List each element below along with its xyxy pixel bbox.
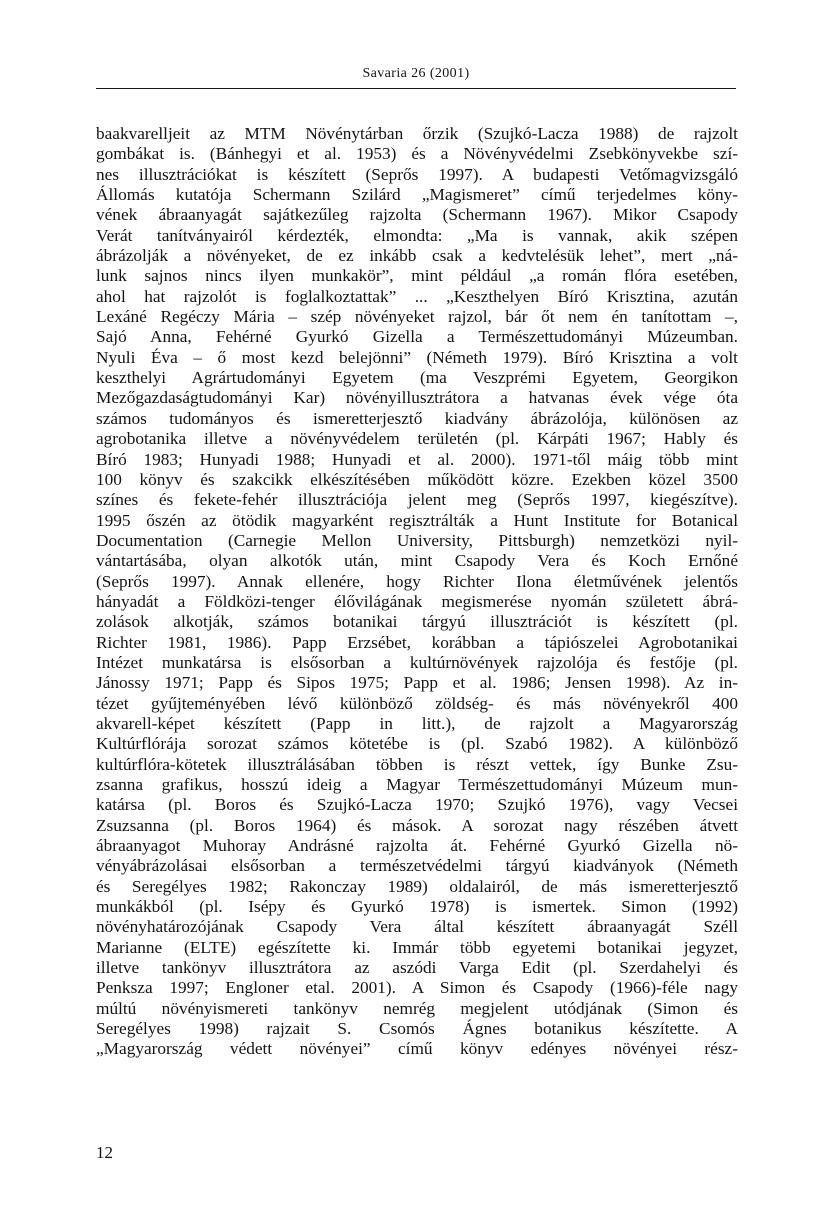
text-line: Intézet munkatársa is elsősorban a kultúrnövények rajzolója és festője (pl. bbox=[96, 652, 738, 672]
text-line: Bíró 1983; Hunyadi 1988; Hunyadi et al. 2000). 1971-től máig több mint bbox=[96, 449, 738, 469]
text-line: Verát tanítványairól kérdezték, elmondta: „Ma is vannak, akik szépen bbox=[96, 225, 738, 245]
text-line: keszthelyi Agrártudományi Egyetem (ma Veszprémi Egyetem, Georgikon bbox=[96, 368, 738, 388]
text-line: baakvarelljeit az MTM Növénytárban őrzik (Szujkó-Lacza 1988) de rajzolt bbox=[96, 124, 738, 143]
text-line: múltú növényismereti tankönyv nemrég megjelent utódjának (Simon és bbox=[96, 998, 738, 1018]
text-line: Penksza 1997; Engloner etal. 2001). A Simon és Csapody (1966)-féle nagy bbox=[96, 978, 738, 998]
text-line: gombákat is. (Bánhegyi et al. 1953) és a Növényvédelmi Zsebkönyvekbe szí- bbox=[96, 144, 738, 164]
text-line: vényábrázolásai elsősorban a természetvédelmi tárgyú kiadványok (Németh bbox=[96, 856, 738, 876]
text-line: Seregélyes 1998) rajzait S. Csomós Ágnes botanikus készítette. A bbox=[96, 1019, 738, 1039]
text-line: és Seregélyes 1982; Rakonczay 1989) oldalairól, de más ismeretterjesztő bbox=[96, 876, 738, 896]
text-line: Sajó Anna, Fehérné Gyurkó Gizella a Természettudományi Múzeumban. bbox=[96, 327, 738, 347]
text-line: ahol hat rajzolót is foglalkoztattak” ... „Keszthelyen Bíró Krisztina, azután bbox=[96, 286, 738, 306]
text-line: színes és fekete-fehér illusztrációja jelent meg (Seprős 1997, kiegészítve). bbox=[96, 490, 738, 510]
text-line: tézet gyűjteményében lévő különböző zöldség- és más növényekről 400 bbox=[96, 693, 738, 713]
text-line: Állomás kutatója Schermann Szilárd „Magismeret” című terjedelmes köny- bbox=[96, 185, 738, 205]
text-line: (Seprős 1997). Annak ellenére, hogy Richter Ilona életművének jelentős bbox=[96, 571, 738, 591]
text-line: Kultúrflórája sorozat számos kötetébe is (pl. Szabó 1982). A különböző bbox=[96, 734, 738, 754]
text-line: hányadát a Földközi-tenger élővilágának megismerése nyomán született ábrá- bbox=[96, 591, 738, 611]
page-number: 12 bbox=[96, 1143, 113, 1162]
text-line: vántartásába, olyan alkotók után, mint Csapody Vera és Koch Ernőné bbox=[96, 551, 738, 571]
text-line: nes illusztrációkat is készített (Seprős 1997). A budapesti Vetőmagvizsgáló bbox=[96, 164, 738, 184]
text-line: munkákból (pl. Isépy és Gyurkó 1978) is ismertek. Simon (1992) bbox=[96, 897, 738, 917]
text-line: 1995 őszén az ötödik magyarként regisztrálták a Hunt Institute for Botanical bbox=[96, 510, 738, 530]
text-line: lunk sajnos nincs ilyen munkakör”, mint például „a román flóra esetében, bbox=[96, 266, 738, 286]
text-line: növényhatározójának Csapody Vera által készített ábraanyagát Széll bbox=[96, 917, 738, 937]
text-line: illetve tankönyv illusztrátora az aszódi Varga Edit (pl. Szerdahelyi és bbox=[96, 958, 738, 978]
text-line: számos tudományos és ismeretterjesztő kiadvány ábrázolója, különösen az bbox=[96, 408, 738, 428]
text-line: kultúrflóra-kötetek illusztrálásában többen is részt vettek, így Bunke Zsu- bbox=[96, 754, 738, 774]
running-header: Savaria 26 (2001) bbox=[362, 66, 470, 81]
text-line: vének ábraanyagát sajátkezűleg rajzolta (Schermann 1967). Mikor Csapody bbox=[96, 205, 738, 225]
header-rule bbox=[96, 88, 736, 89]
text-line: zolások alkotják, számos botanikai tárgyú illusztrációt is készített (pl. bbox=[96, 612, 738, 632]
text-line: ábrázolják a növényeket, de ez inkább csak a kedvtelésük lehet”, mert „ná- bbox=[96, 246, 738, 266]
text-line: katársa (pl. Boros és Szujkó-Lacza 1970; Szujkó 1976), vagy Vecsei bbox=[96, 795, 738, 815]
text-line: Marianne (ELTE) egészítette ki. Immár több egyetemi botanikai jegyzet, bbox=[96, 937, 738, 957]
text-line: zsanna grafikus, hosszú ideig a Magyar Természettudományi Múzeum mun- bbox=[96, 775, 738, 794]
text-line: Zsuzsanna (pl. Boros 1964) és mások. A sorozat nagy részében átvett bbox=[96, 815, 738, 835]
text-line: Richter 1981, 1986). Papp Erzsébet, korábban a tápiószelei Agrobotanikai bbox=[96, 632, 738, 652]
text-line: akvarell-képet készített (Papp in litt.), de rajzolt a Magyarország bbox=[96, 713, 738, 733]
text-line: Mezőgazdaságtudományi Kar) növényillusztrátora a hatvanas évek vége óta bbox=[96, 388, 738, 408]
text-line: Documentation (Carnegie Mellon University, Pittsburgh) nemzetközi nyil- bbox=[96, 530, 738, 550]
text-line: Nyuli Éva – ő most kezd belejönni” (Németh 1979). Bíró Krisztina a volt bbox=[96, 347, 738, 367]
text-line: Jánossy 1971; Papp és Sipos 1975; Papp et al. 1986; Jensen 1998). Az in- bbox=[96, 673, 738, 693]
text-line: ábraanyagot Muhoray Andrásné rajzolta át. Fehérné Gyurkó Gizella nö- bbox=[96, 836, 738, 856]
text-line: Lexáné Regéczy Mária – szép növényeket rajzol, bár őt nem én tanítottam –, bbox=[96, 307, 738, 327]
text-line: agrobotanika illetve a növényvédelem területén (pl. Kárpáti 1967; Hably és bbox=[96, 429, 738, 449]
body-text bbox=[96, 124, 738, 1060]
text-line: „Magyarország védett növényei” című könyv edényes növényei rész- bbox=[96, 1039, 738, 1059]
text-line: 100 könyv és szakcikk elkészítésében működött közre. Ezekben közel 3500 bbox=[96, 469, 738, 489]
